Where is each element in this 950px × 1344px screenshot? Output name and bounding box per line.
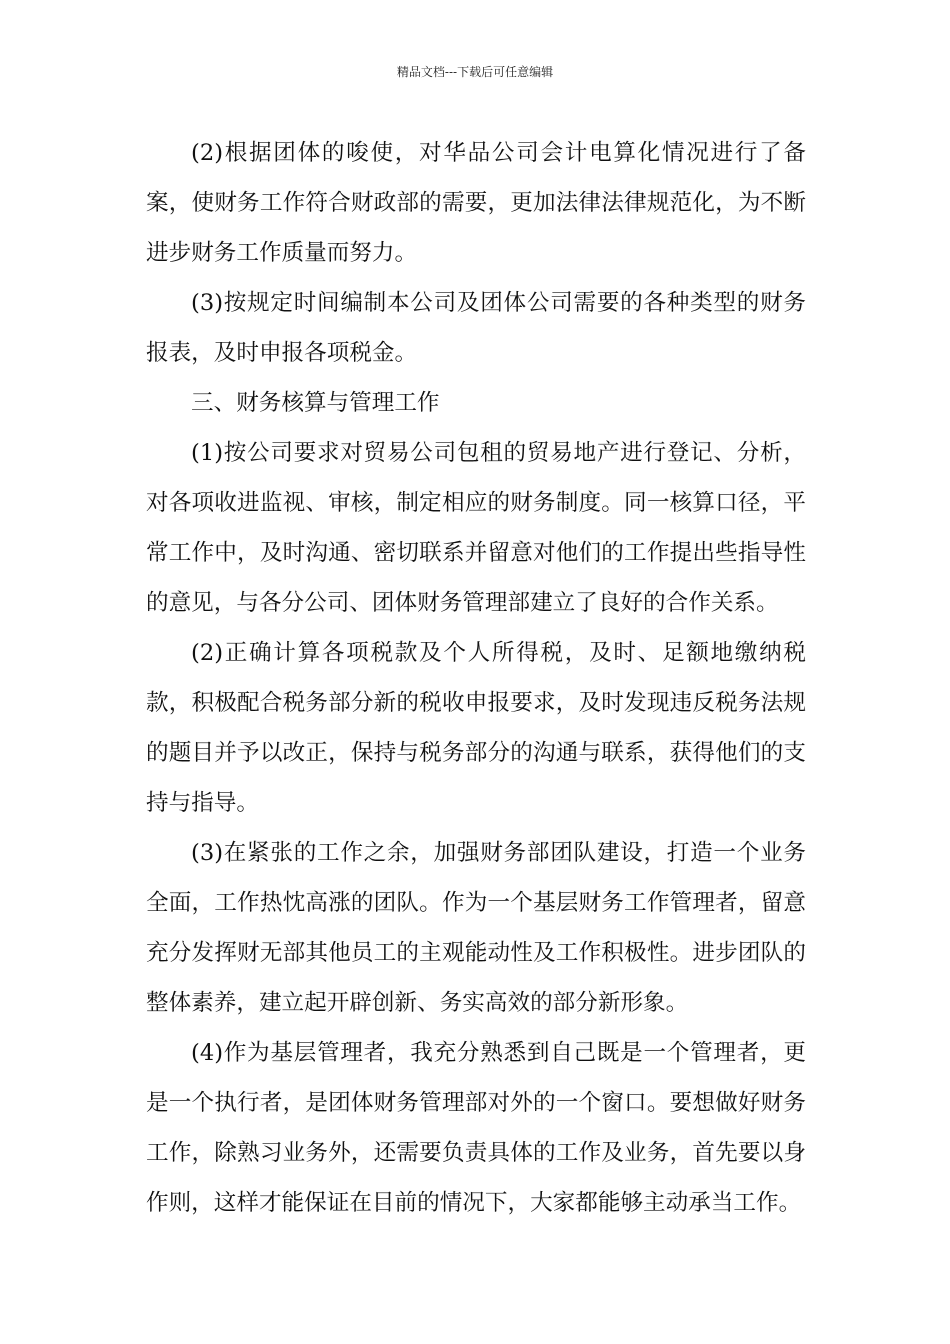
page-header: 精品文档---下载后可任意编辑 [396, 65, 554, 79]
paragraph-manager-role: (4)作为基层管理者，我充分熟悉到自己既是一个管理者，更是一个执行者，是团体财务管理部对外的一个窗口。要想做好财务工作，除熟习业务外，还需要负责具体的工作及业务，首先要以身作则，这样才能保证在目前的情况下，大家都能够主动承当工作。 [146, 1040, 806, 1216]
paragraph-finance-computerization: (2)根据团体的唆使，对华品公司会计电算化情况进行了备案，使财务工作符合财政部的需要，更加法律法律规范化，为不断进步财务工作质量而努力。 [146, 140, 806, 266]
paragraph-financial-reports: (3)按规定时间编制本公司及团体公司需要的各种类型的财务报表，及时申报各项税金。 [146, 290, 806, 366]
document-body [146, 128, 806, 1228]
paragraph-tax-calculation: (2)正确计算各项税款及个人所得税，及时、足额地缴纳税款，积极配合税务部分新的税收申报要求，及时发现违反税务法规的题目并予以改正，保持与税务部分的沟通与联系，获得他们的支持与指导。 [146, 640, 806, 816]
paragraph-trade-property: (1)按公司要求对贸易公司包租的贸易地产进行登记、分析，对各项收进监视、审核，制定相应的财务制度。同一核算口径，平常工作中，及时沟通、密切联系并留意对他们的工作提出些指导性的意见，与各分公司、团体财务管理部建立了良好的合作关系。 [146, 440, 806, 616]
section-heading-accounting-management: 三、财务核算与管理工作 [191, 390, 440, 416]
paragraph-team-building: (3)在紧张的工作之余，加强财务部团队建设，打造一个业务全面，工作热忱高涨的团队。作为一个基层财务工作管理者，留意充分发挥财无部其他员工的主观能动性及工作积极性。进步团队的整体素养，建立起开辟创新、务实高效的部分新形象。 [146, 840, 806, 1016]
